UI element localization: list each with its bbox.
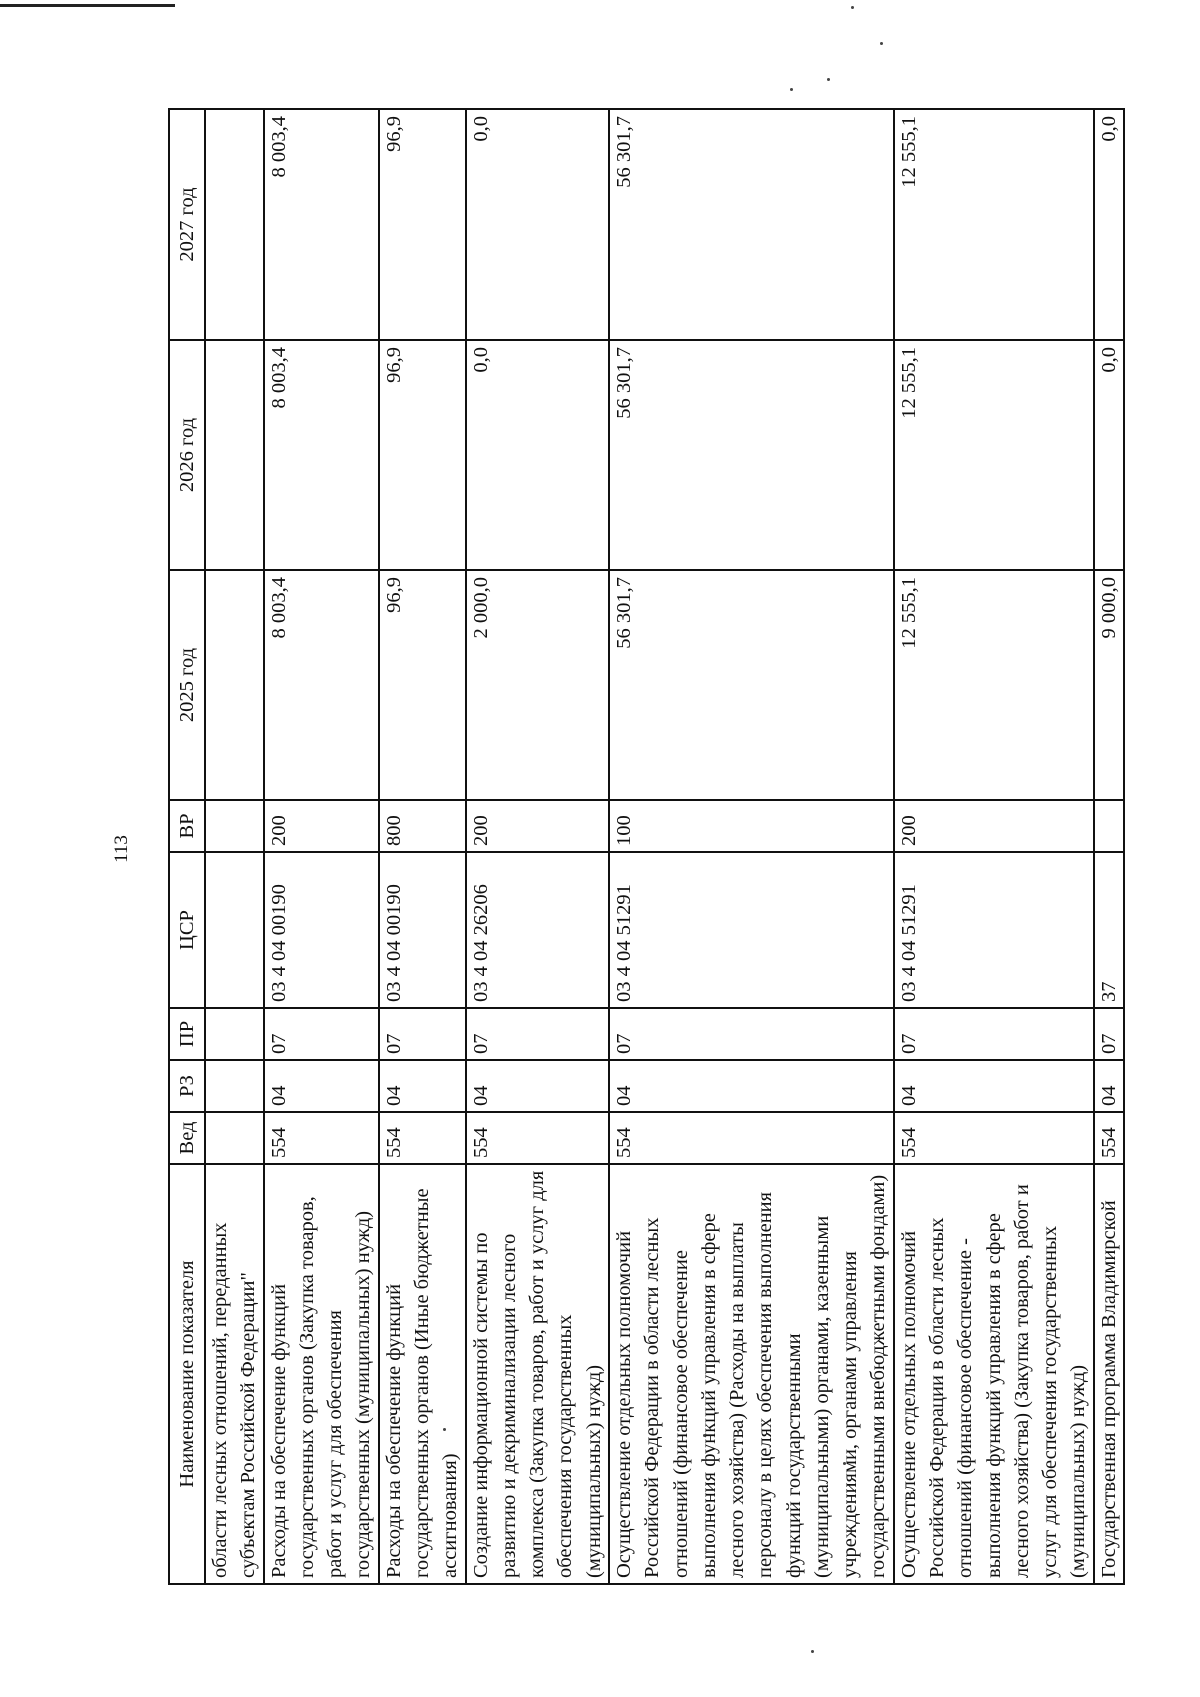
cell-vr [1094,800,1124,852]
cell-pr [205,1008,264,1060]
cell-2025: 56 301,7 [609,570,894,800]
cell-2026 [205,340,264,570]
page-number: 113 [110,835,132,863]
cell-rz: 04 [466,1060,609,1112]
cell-2026: 0,0 [466,340,609,570]
cell-2025: 2 000,0 [466,570,609,800]
cell-ved: 554 [379,1112,466,1164]
table-row [379,109,466,1584]
scan-speck [790,88,793,91]
cell-2026: 12 555,1 [894,340,1094,570]
cell-name: Расходы на обеспечение функций государственных органов (Иные бюджетные ассигнования) [379,1164,466,1584]
header-2027: 2027 год [169,109,205,340]
cell-rz [205,1060,264,1112]
cell-2025 [205,570,264,800]
cell-pr: 07 [379,1008,466,1060]
cell-2027: 8 003,4 [264,109,379,340]
table-header-row [169,109,205,1584]
cell-ved: 554 [1094,1112,1124,1164]
header-2025: 2025 год [169,570,205,800]
table-row [466,109,609,1584]
header-vr: ВР [169,800,205,852]
cell-csr: 03 4 04 51291 [894,852,1094,1008]
cell-2027: 0,0 [466,109,609,340]
cell-vr: 200 [466,800,609,852]
cell-ved: 554 [609,1112,894,1164]
cell-csr [205,852,264,1008]
cell-rz: 04 [1094,1060,1124,1112]
cell-vr [205,800,264,852]
cell-name: области лесных отношений, переданных субъектам Российской Федерации" [205,1164,264,1584]
cell-2025: 9 000,0 [1094,570,1124,800]
cell-pr: 07 [264,1008,379,1060]
cell-csr: 37 [1094,852,1124,1008]
cell-2027: 0,0 [1094,109,1124,340]
cell-vr: 200 [894,800,1094,852]
table-row [609,109,894,1584]
cell-2026: 96,9 [379,340,466,570]
cell-2026: 8 003,4 [264,340,379,570]
cell-pr: 07 [609,1008,894,1060]
cell-2027: 56 301,7 [609,109,894,340]
table-row [264,109,379,1584]
cell-vr: 100 [609,800,894,852]
cell-rz: 04 [609,1060,894,1112]
cell-ved [205,1112,264,1164]
header-pr: ПР [169,1008,205,1060]
cell-name: Государственная программа Владимирской [1094,1164,1124,1584]
cell-csr: 03 4 04 00190 [264,852,379,1008]
scan-speck [811,1650,814,1653]
cell-ved: 554 [264,1112,379,1164]
header-2026: 2026 год [169,340,205,570]
header-name: Наименование показателя [169,1164,205,1584]
cell-pr: 07 [466,1008,609,1060]
cell-name: Осуществление отдельных полномочий Российской Федерации в области лесных отношений (финансовое обеспечение выполнения функций управления в сфере лесного хозяйства) (Расходы на выплаты персоналу в целях обеспечения выполнения функций государственными (муниципальными) органами, казенными учреждениями, органами управления государственными внебюджетными фондами) [609,1164,894,1584]
header-ved: Вед [169,1112,205,1164]
budget-table [168,108,1125,1585]
cell-ved: 554 [466,1112,609,1164]
cell-2027 [205,109,264,340]
table-row [894,109,1094,1584]
table-row [205,109,264,1584]
cell-pr: 07 [1094,1008,1124,1060]
cell-2027: 12 555,1 [894,109,1094,340]
scan-speck [827,78,830,81]
cell-rz: 04 [894,1060,1094,1112]
cell-2025: 8 003,4 [264,570,379,800]
cell-name: Расходы на обеспечение функций государственных органов (Закупка товаров, работ и услуг для обеспечения государственных (муниципальных) нужд) [264,1164,379,1584]
scan-artifact-line [0,4,175,7]
cell-rz: 04 [264,1060,379,1112]
cell-pr: 07 [894,1008,1094,1060]
cell-2027: 96,9 [379,109,466,340]
cell-ved: 554 [894,1112,1094,1164]
table-row [1094,109,1124,1584]
header-rz: РЗ [169,1060,205,1112]
cell-csr: 03 4 04 26206 [466,852,609,1008]
cell-2025: 12 555,1 [894,570,1094,800]
cell-rz: 04 [379,1060,466,1112]
scan-speck [851,6,854,9]
cell-csr: 03 4 04 00190 [379,852,466,1008]
cell-2025: 96,9 [379,570,466,800]
cell-csr: 03 4 04 51291 [609,852,894,1008]
rotated-page [168,110,1135,1585]
header-csr: ЦСР [169,852,205,1008]
cell-2026: 56 301,7 [609,340,894,570]
scan-speck [880,42,883,45]
cell-name: Осуществление отдельных полномочий Российской Федерации в области лесных отношений (финансовое обеспечение - выполнения функций управления в сфере лесного хозяйства) (Закупка товаров, работ и услуг для обеспечения государственных (муниципальных) нужд) [894,1164,1094,1584]
cell-2026: 0,0 [1094,340,1124,570]
cell-vr: 800 [379,800,466,852]
cell-vr: 200 [264,800,379,852]
cell-name: Создание информационной системы по развитию и декриминализации лесного комплекса (Закупка товаров, работ и услуг для обеспечения государственных (муниципальных) нужд) [466,1164,609,1584]
